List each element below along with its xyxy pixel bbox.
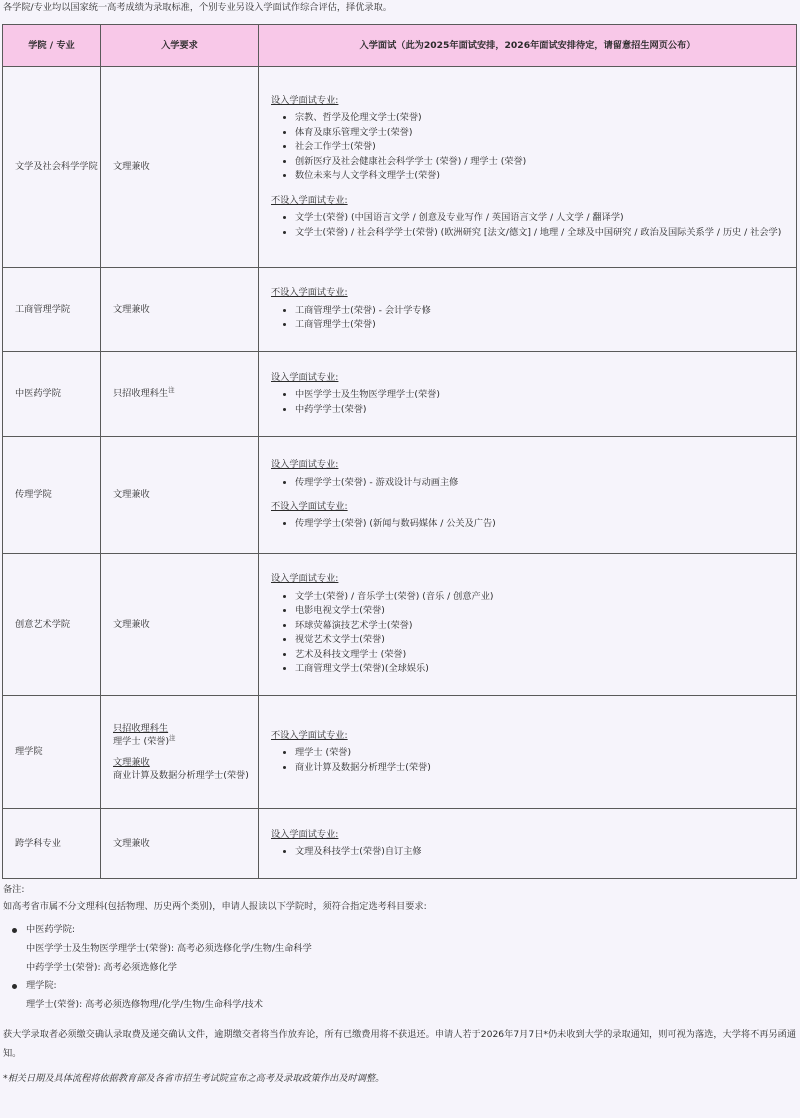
interview-cell xyxy=(259,352,797,437)
list-item: • 视觉艺术文学士(荣誉) xyxy=(295,633,796,648)
note-marker: 注 xyxy=(169,733,176,742)
note-faculty-name: 理学院: xyxy=(26,980,57,992)
intro-text: 各学院/专业均以国家统一高考成绩为录取标准，个别专业另设入学面试作综合评估，择优录取。 xyxy=(3,2,392,13)
header-interview: 入学面试（此为2025年面试安排，2026年面试安排待定，请留意招生网页公布） xyxy=(259,25,797,67)
notes-list xyxy=(3,923,797,1015)
with-interview-label: 设入学面试专业: xyxy=(271,459,339,471)
list-item: • 宗教、哲学及伦理文学士(荣誉) xyxy=(295,111,796,126)
list-item xyxy=(26,979,797,1014)
requirement-cell xyxy=(101,352,259,437)
list-item: • 电影电视文学士(荣誉) xyxy=(295,604,796,619)
note-marker: 注 xyxy=(168,386,175,395)
list-item: • 数位未来与人文学科文理学士(荣誉) xyxy=(295,169,796,184)
faculty-cell: 中医药学院 xyxy=(3,352,101,437)
with-interview-label: 设入学面试专业: xyxy=(271,94,339,106)
requirement-text: 只招收理科生 xyxy=(113,388,169,400)
bullet-icon xyxy=(12,928,17,933)
list-item: • 文学士(荣誉) (中国语言文学 / 创意及专业写作 / 英国语言文学 / 人文学 / 翻译学) xyxy=(295,211,796,226)
note-line: 中药学学士(荣誉): 高考必须选修化学 xyxy=(26,962,177,974)
note-faculty-name: 中医药学院: xyxy=(26,923,76,935)
table-row xyxy=(3,67,797,268)
list-item: • 文理及科技学士(荣誉)自订主修 xyxy=(295,845,796,860)
list-item: • 艺术及科技文理学士 (荣誉) xyxy=(295,648,796,663)
list-item: • 理学士 (荣誉) xyxy=(295,746,796,761)
without-interview-label: 不设入学面试专业: xyxy=(271,729,348,741)
list-item: • 中药学学士(荣誉) xyxy=(295,403,796,418)
interview-cell xyxy=(259,554,797,696)
requirement-text: 商业计算及数据分析理学士(荣誉) xyxy=(113,770,249,781)
list-item: • 工商管理学士(荣誉) xyxy=(295,318,796,333)
table-row xyxy=(3,352,797,437)
list-item: • 文学士(荣誉) / 社会科学学士(荣誉) (欧洲研究 [法文/德文] / 地理 / 全球及中国研究 / 政治及国际关系学 / 历史 / 社会学) xyxy=(295,226,796,241)
requirement-cell xyxy=(101,696,259,809)
table-row xyxy=(3,696,797,809)
footnote: *相关日期及具体流程将依据教育部及各省市招生考试院宣布之高考及录取政策作出及时调整。 xyxy=(3,1073,385,1085)
list-item: • 工商管理学士(荣誉) - 会计学专修 xyxy=(295,304,796,319)
notes-title: 备注: xyxy=(3,884,25,895)
list-item: • 社会工作学士(荣誉) xyxy=(295,140,796,155)
table-row xyxy=(3,554,797,696)
interview-cell xyxy=(259,67,797,268)
list-item: • 工商管理文学士(荣誉)(全球娱乐) xyxy=(295,662,796,677)
requirement-cell: 文理兼收 xyxy=(101,268,259,352)
list-item: • 传理学学士(荣誉) (新闻与数码媒体 / 公关及广告) xyxy=(295,517,796,532)
faculty-cell: 跨学科专业 xyxy=(3,809,101,879)
header-requirement: 入学要求 xyxy=(101,25,259,67)
interview-cell xyxy=(259,809,797,879)
without-interview-label: 不设入学面试专业: xyxy=(271,194,348,206)
faculty-cell: 传理学院 xyxy=(3,437,101,554)
with-interview-label: 设入学面试专业: xyxy=(271,828,339,840)
with-interview-label: 设入学面试专业: xyxy=(271,371,339,383)
table-header-row xyxy=(3,25,797,67)
without-interview-label: 不设入学面试专业: xyxy=(271,501,348,512)
requirement-heading: 文理兼收 xyxy=(113,757,150,768)
list-item xyxy=(26,923,797,977)
list-item: • 体育及康乐管理文学士(荣誉) xyxy=(295,126,796,141)
faculty-cell: 工商管理学院 xyxy=(3,268,101,352)
list-item: • 中医学学士及生物医学理学士(荣誉) xyxy=(295,388,796,403)
admission-paragraph: 获大学录取者必须缴交确认录取费及递交确认文件，逾期缴交者将当作放弃论，所有已缴费用将不获退还。申请人若于2026年7月7日*仍未收到大学的录取通知，则可视为落选，大学将不再另函通知。 xyxy=(3,1029,797,1060)
list-item: • 创新医疗及社会健康社会科学学士 (荣誉) / 理学士 (荣誉) xyxy=(295,155,796,170)
with-interview-label: 设入学面试专业: xyxy=(271,573,339,585)
requirement-cell: 文理兼收 xyxy=(101,437,259,554)
requirement-heading: 只招收理科生 xyxy=(113,723,169,734)
bullet-icon xyxy=(12,984,17,989)
admission-table xyxy=(2,24,797,879)
note-line: 中医学学士及生物医学理学士(荣誉): 高考必须选修化学/生物/生命科学 xyxy=(26,943,312,955)
note-line: 理学士(荣誉): 高考必须选修物理/化学/生物/生命科学/技术 xyxy=(26,999,263,1011)
table-row xyxy=(3,437,797,554)
list-item: • 商业计算及数据分析理学士(荣誉) xyxy=(295,761,796,776)
notes-section xyxy=(3,883,797,1086)
faculty-cell: 创意艺术学院 xyxy=(3,554,101,696)
list-item: • 环球荧幕演技艺术学士(荣誉) xyxy=(295,619,796,634)
requirement-cell: 文理兼收 xyxy=(101,809,259,879)
notes-intro: 如高考省市属不分文理科(包括物理、历史两个类别)，申请人报读以下学院时，须符合指定选考科目要求: xyxy=(3,901,427,913)
interview-cell xyxy=(259,268,797,352)
without-interview-label: 不设入学面试专业: xyxy=(271,287,348,299)
requirement-text: 理学士 (荣誉)$^注$ xyxy=(113,733,176,747)
faculty-cell: 理学院 xyxy=(3,696,101,809)
table-row xyxy=(3,268,797,352)
header-faculty: 学院 / 专业 xyxy=(3,25,101,67)
table-row xyxy=(3,809,797,879)
interview-cell xyxy=(259,437,797,554)
requirement-cell: 文理兼收 xyxy=(101,67,259,268)
list-item: • 文学士(荣誉) / 音乐学士(荣誉) (音乐 / 创意产业) xyxy=(295,590,796,605)
requirement-cell: 文理兼收 xyxy=(101,554,259,696)
faculty-cell: 文学及社会科学学院 xyxy=(3,67,101,268)
list-item: • 传理学学士(荣誉) - 游戏设计与动画主修 xyxy=(295,476,796,491)
interview-cell xyxy=(259,696,797,809)
